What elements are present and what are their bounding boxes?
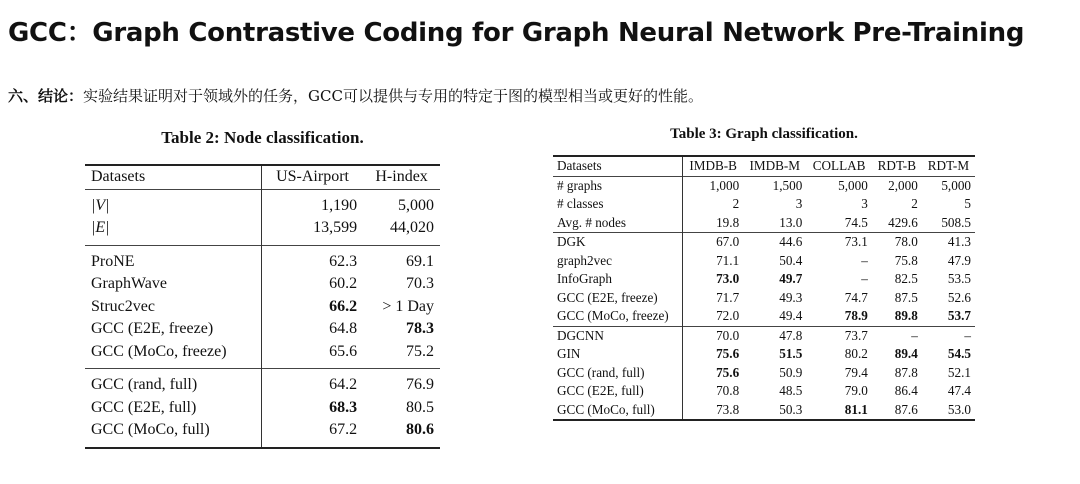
column-header: H-index: [363, 165, 440, 189]
table-cell: 75.8: [894, 252, 918, 268]
table-cell: 429.6: [888, 214, 918, 230]
column-header: IMDB-B: [683, 156, 744, 176]
row-label: GCC (E2E, full): [85, 397, 261, 420]
table-row: [553, 326, 975, 345]
table-cell: 67.0: [683, 233, 744, 252]
table-cell: 81.1: [806, 401, 872, 421]
row-label: GCC (rand, full): [85, 369, 261, 397]
table-row: [553, 364, 975, 383]
table-cell: 69.1: [363, 245, 440, 273]
table-cell: –: [861, 271, 868, 287]
table-cell: 3: [861, 196, 868, 212]
row-label: Struc2vec: [85, 296, 261, 319]
table-cell: 74.7: [844, 289, 868, 305]
table-cell: 64.8: [329, 320, 358, 338]
table-row: [85, 397, 440, 420]
table-cell: 73.0: [716, 271, 740, 287]
table-cell: –: [872, 326, 922, 345]
node-classification-table: [85, 164, 440, 449]
table-cell: 87.6: [872, 401, 922, 421]
table-cell: 62.3: [261, 245, 363, 273]
table-cell: 50.3: [743, 401, 806, 421]
table-cell: 47.8: [743, 326, 806, 345]
row-label: GCC (rand, full): [553, 364, 683, 383]
row-label: GCC (MoCo, freeze): [553, 307, 683, 326]
table-cell: 52.1: [947, 364, 971, 380]
table-cell: –: [922, 326, 975, 345]
table-cell: 79.0: [844, 383, 868, 399]
table-row: [85, 296, 440, 319]
table-cell: 89.8: [894, 308, 918, 324]
conclusion: [8, 85, 703, 106]
table-row: [85, 273, 440, 296]
table-cell: 44.6: [743, 233, 806, 252]
table-row: [553, 176, 975, 195]
conclusion-text: 实验结果证明对于领域外的任务，GCC可以提供与专用的特定于图的模型相当或更好的性能。: [83, 87, 703, 105]
row-label: # classes: [553, 195, 683, 214]
table-cell: 66.2: [329, 297, 358, 315]
table-cell: 80.5: [406, 398, 434, 416]
column-header: RDT-M: [922, 156, 975, 176]
table-cell: 5,000: [806, 176, 872, 195]
table-cell: 78.3: [406, 320, 434, 338]
table-row: [553, 382, 975, 401]
header-row: [553, 156, 975, 176]
column-header: IMDB-M: [743, 156, 806, 176]
table-cell: 49.3: [779, 289, 803, 305]
table-cell: 48.5: [779, 383, 803, 399]
table-cell: 1,190: [261, 189, 363, 217]
page-title: GCC：Graph Contrastive Coding for Graph Neural Network Pre-Training: [8, 18, 1025, 48]
table-cell: 5: [964, 196, 971, 212]
table-cell: 73.8: [683, 401, 744, 421]
table-cell: 73.1: [806, 233, 872, 252]
table-cell: > 1 Day: [382, 297, 434, 315]
table-cell: 53.0: [922, 401, 975, 421]
table-cell: 65.6: [329, 342, 358, 360]
column-header: Datasets: [553, 156, 683, 176]
row-label: graph2vec: [553, 252, 683, 271]
row-label: GCC (E2E, freeze): [85, 318, 261, 341]
table-cell: 73.7: [806, 326, 872, 345]
row-label: GCC (E2E, freeze): [553, 289, 683, 308]
table-cell: 80.2: [844, 346, 868, 362]
table-cell: 78.9: [844, 308, 868, 324]
row-label: DGK: [553, 233, 683, 252]
table-cell: 82.5: [894, 271, 918, 287]
table-cell: 87.8: [894, 364, 918, 380]
table-cell: 3: [795, 196, 803, 212]
column-header: RDT-B: [872, 156, 922, 176]
table-cell: 2,000: [872, 176, 922, 195]
row-label: GIN: [553, 345, 683, 364]
table-row: [85, 419, 440, 448]
table-cell: 71.7: [716, 289, 740, 305]
table-cell: 51.5: [779, 346, 803, 362]
column-header: US-Airport: [261, 165, 363, 189]
table-row: [85, 189, 440, 217]
row-label: GCC (E2E, full): [553, 382, 683, 401]
table-cell: 53.7: [947, 308, 971, 324]
table-cell: 2: [911, 196, 918, 212]
table-cell: 89.4: [894, 346, 918, 362]
table-cell: 52.6: [947, 289, 971, 305]
table-row: [553, 307, 975, 326]
table-cell: 87.5: [894, 289, 918, 305]
table-cell: 13.0: [779, 214, 803, 230]
table-row: [553, 401, 975, 421]
table-cell: 76.9: [363, 369, 440, 397]
table2-caption: Table 2: Node classification.: [161, 128, 364, 147]
table-row: [85, 318, 440, 341]
table-cell: 49.4: [779, 308, 803, 324]
table-row: [553, 233, 975, 252]
graph-classification-table: [553, 155, 975, 421]
conclusion-label: 六、结论：: [8, 87, 84, 105]
table-cell: –: [861, 252, 868, 268]
table-cell: 47.4: [947, 383, 971, 399]
row-label: |E|: [85, 217, 261, 245]
table-cell: 75.6: [716, 346, 740, 362]
table-row: [553, 214, 975, 233]
row-label: ProNE: [85, 245, 261, 273]
table-cell: 75.2: [406, 342, 434, 360]
table-cell: 13,599: [313, 219, 358, 237]
column-header: COLLAB: [806, 156, 872, 176]
row-label: GCC (MoCo, full): [553, 401, 683, 421]
table-cell: 86.4: [894, 383, 918, 399]
table-cell: 54.5: [947, 346, 971, 362]
table-cell: 71.1: [716, 252, 740, 268]
row-label: GCC (MoCo, freeze): [85, 341, 261, 369]
table-row: [85, 369, 440, 397]
table-row: [85, 341, 440, 369]
table-cell: 74.5: [844, 214, 868, 230]
table3-caption: Table 3: Graph classification.: [670, 126, 858, 142]
row-label: Avg. # nodes: [553, 214, 683, 233]
table-cell: 70.8: [716, 383, 740, 399]
table-row: [85, 217, 440, 245]
table-cell: 50.4: [779, 252, 803, 268]
table-cell: 41.3: [922, 233, 975, 252]
table-cell: 49.7: [779, 271, 803, 287]
table-cell: 70.3: [406, 275, 434, 293]
row-label: GraphWave: [85, 273, 261, 296]
table-cell: 79.4: [844, 364, 868, 380]
column-header: Datasets: [85, 165, 261, 189]
table-cell: 50.9: [779, 364, 803, 380]
table-cell: 53.5: [947, 271, 971, 287]
row-label: GCC (MoCo, full): [85, 419, 261, 448]
table-row: [553, 252, 975, 271]
row-label: # graphs: [553, 176, 683, 195]
row-label: |V|: [85, 189, 261, 217]
table-cell: 64.2: [261, 369, 363, 397]
table-cell: 1,500: [743, 176, 806, 195]
table-cell: 80.6: [363, 419, 440, 448]
table-cell: 75.6: [716, 364, 740, 380]
row-label: InfoGraph: [553, 270, 683, 289]
header-row: [85, 165, 440, 189]
table-cell: 60.2: [329, 275, 358, 293]
table-cell: 1,000: [683, 176, 744, 195]
table-row: [85, 245, 440, 273]
table-row: [553, 345, 975, 364]
table-cell: 44,020: [390, 219, 434, 237]
table-cell: 47.9: [947, 252, 971, 268]
table-cell: 5,000: [922, 176, 975, 195]
row-label: DGCNN: [553, 326, 683, 345]
table-row: [553, 289, 975, 308]
table-cell: 70.0: [683, 326, 744, 345]
table-cell: 19.8: [716, 214, 740, 230]
table-row: [553, 195, 975, 214]
table-cell: 72.0: [716, 308, 740, 324]
table-cell: 508.5: [941, 214, 971, 230]
table-cell: 67.2: [261, 419, 363, 448]
table-cell: 78.0: [872, 233, 922, 252]
table-cell: 68.3: [329, 398, 358, 416]
table-cell: 5,000: [363, 189, 440, 217]
table-cell: 2: [732, 196, 740, 212]
table-row: [553, 270, 975, 289]
